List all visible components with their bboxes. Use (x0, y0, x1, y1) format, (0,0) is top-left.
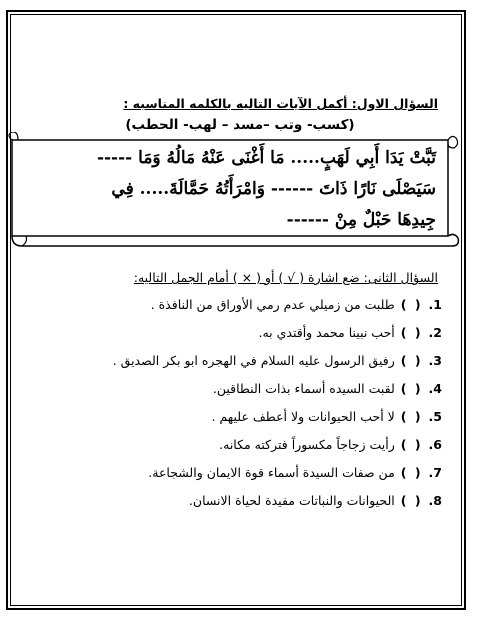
item-number: 1. (428, 297, 442, 312)
list-item (148, 465, 442, 480)
answer-box[interactable]: ( ) (400, 409, 423, 424)
item-text: الحيوانات والنباتات مفيدة لحياة الانسان. (188, 493, 395, 508)
answer-box[interactable]: ( ) (400, 465, 423, 480)
answer-box[interactable]: ( ) (400, 297, 423, 312)
verse-line-1: تَبَّتْ يَدَا أَبِي لَهَبٍ..... مَا أَغْنَى عَنْهُ مَالُهُ وَمَا ----- (96, 148, 436, 168)
item-number: 4. (428, 381, 442, 396)
verse-line-3: جِيدِهَا حَبْلٌ مِنْ ------ (286, 210, 436, 230)
list-item (258, 325, 442, 340)
list-item (213, 381, 442, 396)
word-bank: (كسب- وتب –مسد – لهب- الحطب) (125, 117, 355, 133)
answer-box[interactable]: ( ) (400, 437, 423, 452)
list-item (151, 297, 442, 312)
answer-box[interactable]: ( ) (400, 325, 423, 340)
answer-box[interactable]: ( ) (400, 493, 423, 508)
item-number: 8. (428, 493, 442, 508)
list-item (212, 409, 443, 424)
list-item (219, 437, 442, 452)
item-text: من صفات السيدة أسماء قوة الايمان والشجاعة. (148, 465, 395, 480)
list-item (189, 493, 442, 508)
item-text: أحب نبينا محمد وأقتدي به. (258, 325, 395, 340)
item-text: طلبت من زميلي عدم رمي الأوراق من النافذة . (150, 297, 395, 312)
list-item (113, 353, 442, 368)
item-number: 6. (428, 437, 442, 452)
item-number: 2. (428, 325, 442, 340)
item-text: لا أحب الحيوانات ولا أعطف عليهم . (211, 409, 395, 424)
item-text: رفيق الرسول عليه السلام في الهجره ابو بكر الصديق . (112, 353, 395, 368)
question2-title: السؤال الثانى: ضع اشارة ( √ ) أو ( × ) أمام الجمل التاليه: (133, 270, 438, 285)
answer-box[interactable]: ( ) (400, 381, 423, 396)
item-number: 3. (428, 353, 442, 368)
verse-line-2: سَيَصْلَى نَارًا ذَاتَ ------ وَامْرَأَتُهُ حَمَّالَةَ..... فِي (111, 179, 436, 199)
answer-box[interactable]: ( ) (400, 353, 423, 368)
question1-title: السؤال الاول: أكمل الآيات التاليه بالكلمه المناسبه : (123, 96, 438, 111)
item-text: لقبت السيده أسماء بذات النطاقين. (212, 381, 395, 396)
item-number: 5. (428, 409, 442, 424)
item-text: رأيت زجاجاً مكسوراً فتركته مكانه. (219, 437, 395, 452)
item-number: 7. (428, 465, 442, 480)
